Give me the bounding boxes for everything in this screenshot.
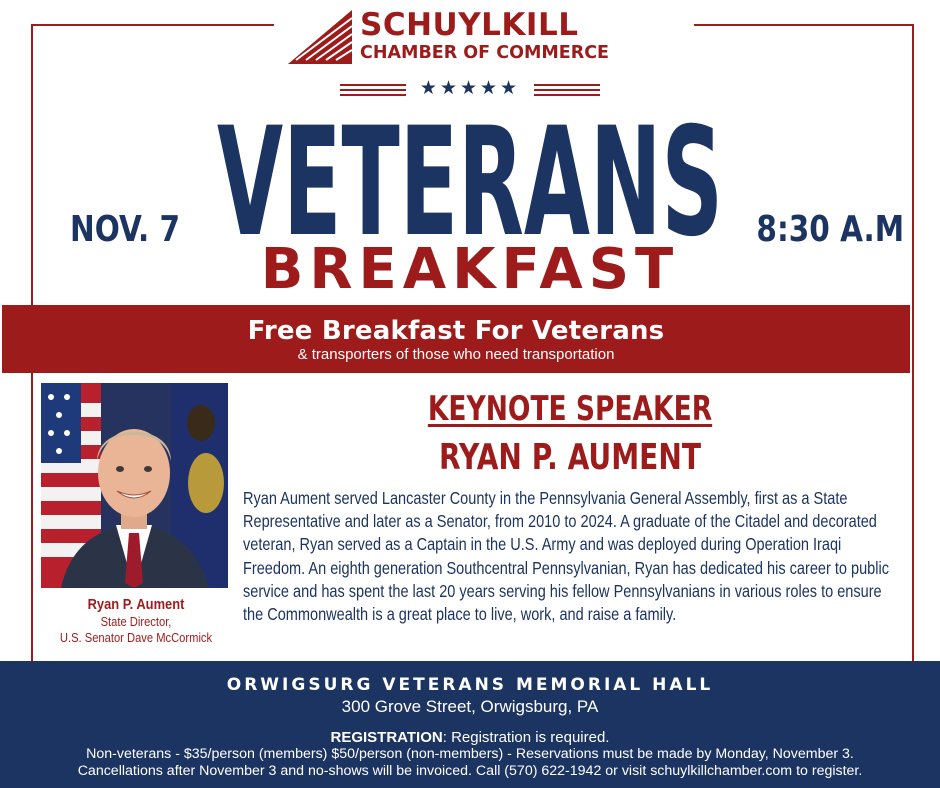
registration-line xyxy=(0,729,940,746)
banner-title: Free Breakfast For Veterans xyxy=(247,316,665,346)
frame-top-left xyxy=(31,24,274,26)
footer-info xyxy=(0,661,940,788)
speaker-photo xyxy=(41,383,228,588)
title-breakfast: BREAKFAST xyxy=(260,237,680,302)
logo-mark-icon xyxy=(288,10,352,64)
pricing-line: Non-veterans - $35/person (members) $50/person (non-members) - Reservations must be made by Monday, November 3. xyxy=(86,746,854,762)
registration-label: REGISTRATION xyxy=(330,729,443,746)
banner-subtitle: & transporters of those who need transportation xyxy=(297,346,615,363)
keynote-heading: KEYNOTE SPEAKER xyxy=(427,389,713,429)
chamber-logo xyxy=(288,8,658,66)
event-date: NOV. 7 xyxy=(70,209,181,250)
title-veterans xyxy=(210,92,730,252)
speaker-bio: Ryan Aument served Lancaster County in the Pennsylvania General Assembly, first as a State Representative and later as a Senator, from 2010 to 2024. A graduate of the Citadel and decorated veteran, Ryan served as a Captain in the U.S. Army and was deployed during Operation Iraqi Freedom. An eighth generation Southcentral Pennsylvanian, Ryan has dedicated his career to public service and has spent the last 20 years serving his fellow Pennsylvanians in various roles to ensure the Commonwealth is a great place to live, work, and raise a family. xyxy=(243,488,889,625)
venue-address: 300 Grove Street, Orwigsburg, PA xyxy=(341,697,599,716)
caption-name: Ryan P. Aument xyxy=(87,596,185,613)
caption-role-2: U.S. Senator Dave McCormick xyxy=(59,630,213,645)
frame-left-lower xyxy=(31,372,33,662)
logo-line-1: SCHUYLKILL xyxy=(360,7,579,43)
logo-line-2: CHAMBER OF COMMERCE xyxy=(360,43,610,63)
event-time: 8:30 A.M xyxy=(756,209,904,250)
caption-role-1: State Director, xyxy=(100,614,172,629)
speaker-caption xyxy=(36,596,236,646)
speaker-portrait-image xyxy=(41,383,228,588)
speaker-bio-wrap xyxy=(243,487,894,626)
registration-text: : Registration is required. xyxy=(442,729,610,746)
title-veterans-text: VETERANS xyxy=(217,96,723,252)
speaker-name: RYAN P. AUMENT xyxy=(438,437,702,478)
venue-name: ORWIGSURG VETERANS MEMORIAL HALL xyxy=(226,675,714,695)
frame-left xyxy=(31,24,33,306)
stars-icon: ★★★★★ xyxy=(419,78,521,99)
cancellation-line: Cancellations after November 3 and no-shows will be invoiced. Call (570) 622-1942 or visit schuylkillchamber.com to register. xyxy=(77,763,863,779)
frame-top-right xyxy=(694,24,914,26)
free-breakfast-banner xyxy=(2,305,910,373)
frame-right xyxy=(912,24,914,664)
